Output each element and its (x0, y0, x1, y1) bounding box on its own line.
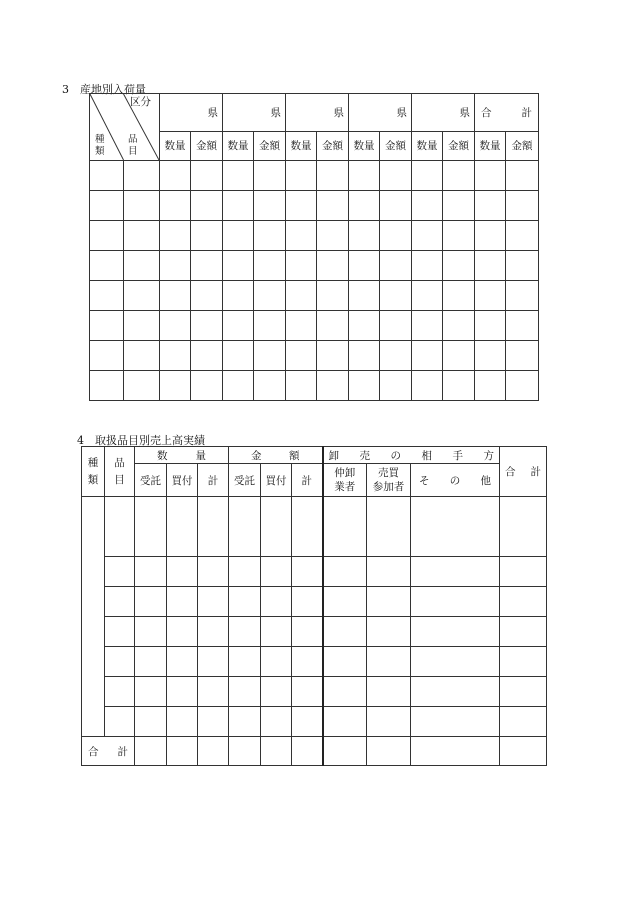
amount-header: 金額 (254, 131, 286, 160)
header-row (82, 464, 547, 497)
baibai-line-2: 参加者 (372, 481, 405, 493)
table-cell (367, 557, 411, 587)
table-cell (475, 251, 506, 281)
qty-header: 数量 (412, 131, 443, 160)
table-cell (167, 617, 198, 647)
table-cell (323, 617, 367, 647)
table-cell (286, 161, 317, 191)
total-col-char-2: 計 (530, 466, 542, 478)
shurui-char-1: 種 (87, 456, 99, 469)
total-row-char-1: 合 (88, 745, 99, 758)
table-cell (411, 737, 500, 766)
table-cell (411, 497, 500, 557)
kei-qty-header: 計 (198, 464, 229, 497)
table-cell (229, 677, 261, 707)
table-cell (286, 311, 317, 341)
table-cell (90, 251, 124, 281)
table-cell (261, 557, 292, 587)
table-cell (124, 161, 160, 191)
table-cell (191, 191, 223, 221)
table-cell (380, 281, 412, 311)
table-cell (229, 647, 261, 677)
table-cell (254, 311, 286, 341)
table-cell (506, 191, 539, 221)
table-cell (475, 281, 506, 311)
table-cell (292, 737, 323, 766)
corner-label-kubun: 区分 (130, 96, 151, 108)
table-cell (254, 281, 286, 311)
table-cell (367, 617, 411, 647)
total-header-char-2: 計 (521, 106, 532, 119)
table-cell (229, 587, 261, 617)
table-cell (135, 707, 167, 737)
table-cell (124, 341, 160, 371)
table-cell (500, 617, 547, 647)
table-cell (223, 281, 254, 311)
table-cell (380, 371, 412, 401)
table-cell (90, 371, 124, 401)
prefecture-header-4: 県 (349, 94, 412, 132)
table-cell (380, 311, 412, 341)
table-cell (286, 191, 317, 221)
kei-amount-header: 計 (292, 464, 323, 497)
table-cell (261, 587, 292, 617)
corner-shurui-char-2: 類 (95, 146, 105, 157)
qty-group-char-1: 数 (157, 449, 168, 462)
table-cell (443, 161, 475, 191)
table-cell (90, 191, 124, 221)
table-cell (229, 707, 261, 737)
table-cell (223, 221, 254, 251)
table-cell (198, 677, 229, 707)
table-cell (160, 311, 191, 341)
total-header (475, 94, 539, 132)
amount-group-header (229, 447, 323, 464)
table-cell (124, 281, 160, 311)
total-col-char-1: 合 (505, 466, 516, 478)
table-cell (198, 587, 229, 617)
table-cell (160, 191, 191, 221)
table-cell (411, 647, 500, 677)
table-cell (223, 251, 254, 281)
table-cell (411, 617, 500, 647)
table-cell (198, 737, 229, 766)
table-cell (160, 221, 191, 251)
table-row (90, 341, 539, 371)
partner-char-3: の (390, 449, 402, 462)
table-cell (261, 497, 292, 557)
table-cell (135, 557, 167, 587)
hinmoku-char-1: 品 (114, 456, 125, 469)
table-cell (500, 587, 547, 617)
table-cell (286, 221, 317, 251)
table-cell (367, 707, 411, 737)
table-cell (105, 647, 135, 677)
table-cell (443, 221, 475, 251)
other-char-1: そ (419, 474, 430, 487)
table-cell (412, 221, 443, 251)
table-cell (323, 497, 367, 557)
table-row (90, 251, 539, 281)
table-row (82, 707, 547, 737)
corner-hinmoku-char-1: 品 (128, 134, 138, 145)
qty-header: 数量 (223, 131, 254, 160)
other-char-2: の (449, 474, 461, 487)
sales-body-rows (82, 497, 547, 766)
baibai-header (367, 464, 411, 497)
qty-group-header (135, 447, 229, 464)
table-cell (223, 161, 254, 191)
table-cell (292, 617, 323, 647)
table-cell (411, 587, 500, 617)
table-cell (124, 251, 160, 281)
table-cell (443, 191, 475, 221)
amount-header: 金額 (443, 131, 475, 160)
table-cell (412, 251, 443, 281)
table-cell (191, 161, 223, 191)
table-row (82, 557, 547, 587)
table-cell (475, 221, 506, 251)
table-cell (500, 737, 547, 766)
total-header-char-1: 合 (481, 106, 492, 119)
table-cell (135, 617, 167, 647)
origin-body-rows (90, 161, 539, 401)
table-cell (286, 281, 317, 311)
hinmoku-char-2: 目 (114, 473, 125, 486)
table-cell (135, 737, 167, 766)
origin-arrivals-table (89, 93, 539, 401)
table-cell (323, 677, 367, 707)
table-cell (167, 557, 198, 587)
table-cell (443, 311, 475, 341)
total-row (82, 737, 547, 766)
table-row (82, 497, 547, 557)
itaku-amount-header: 受託 (229, 464, 261, 497)
table-cell (160, 161, 191, 191)
qty-header: 数量 (160, 131, 191, 160)
table-cell (500, 677, 547, 707)
table-cell (292, 707, 323, 737)
table-cell (90, 221, 124, 251)
table-cell (105, 497, 135, 557)
table-cell (90, 161, 124, 191)
corner-header-cell (90, 94, 160, 161)
table-cell (292, 587, 323, 617)
table-row (82, 587, 547, 617)
table-cell (380, 191, 412, 221)
shurui-header (82, 447, 105, 497)
amount-header: 金額 (191, 131, 223, 160)
table-cell (90, 311, 124, 341)
table-cell (261, 707, 292, 737)
table-cell (380, 341, 412, 371)
table-cell (167, 737, 198, 766)
table-cell (198, 647, 229, 677)
table-cell (500, 647, 547, 677)
table-row (90, 221, 539, 251)
amount-group-char-1: 金 (251, 449, 262, 462)
table-cell (160, 251, 191, 281)
amount-group-char-2: 額 (289, 449, 300, 462)
other-header (411, 464, 500, 497)
table-cell (411, 677, 500, 707)
table-cell (254, 251, 286, 281)
table-cell (167, 677, 198, 707)
table-cell (380, 161, 412, 191)
table-cell (475, 161, 506, 191)
table-cell (167, 647, 198, 677)
table-cell (286, 371, 317, 401)
partner-char-6: 方 (483, 449, 495, 462)
table-cell (506, 281, 539, 311)
table-cell (124, 221, 160, 251)
table-cell (349, 371, 380, 401)
amount-header: 金額 (506, 131, 539, 160)
table-cell (124, 371, 160, 401)
table-cell (105, 707, 135, 737)
table-cell (105, 557, 135, 587)
table-cell (317, 221, 349, 251)
table-cell (323, 647, 367, 677)
sales-by-item-table (81, 446, 547, 766)
corner-label-hinmoku (128, 134, 138, 158)
table-cell (506, 371, 539, 401)
header-row (90, 94, 539, 132)
table-cell (317, 251, 349, 281)
partner-char-2: 売 (359, 449, 371, 462)
table-cell (317, 281, 349, 311)
table-cell (160, 281, 191, 311)
nakaoroshi-line-2: 業者 (334, 481, 356, 493)
table-cell (229, 557, 261, 587)
table-cell (229, 617, 261, 647)
table-cell (475, 371, 506, 401)
table-cell (380, 251, 412, 281)
table-cell (292, 557, 323, 587)
table-cell (367, 587, 411, 617)
table-row (82, 677, 547, 707)
table-cell (261, 677, 292, 707)
table-cell (506, 341, 539, 371)
table-cell (286, 341, 317, 371)
table-cell (223, 341, 254, 371)
table-cell (292, 677, 323, 707)
table-cell (261, 737, 292, 766)
table-cell (191, 341, 223, 371)
table-cell (475, 311, 506, 341)
section4-title: 4 取扱品目別売上高実績 (77, 434, 205, 447)
table-cell (286, 251, 317, 281)
table-cell (191, 281, 223, 311)
table-cell (229, 497, 261, 557)
table-cell (223, 371, 254, 401)
table-cell (323, 737, 367, 766)
total-row-label (82, 737, 135, 766)
table-cell (198, 557, 229, 587)
table-cell (443, 341, 475, 371)
table-row (82, 617, 547, 647)
total-col-header (500, 447, 547, 497)
qty-header: 数量 (349, 131, 380, 160)
table-cell (317, 191, 349, 221)
table-cell (229, 737, 261, 766)
table-cell (367, 497, 411, 557)
table-cell (292, 647, 323, 677)
table-cell (380, 221, 412, 251)
hinmoku-header (105, 447, 135, 497)
table-cell (412, 161, 443, 191)
table-cell (500, 497, 547, 557)
section3-title: 3 産地別入荷量 (62, 83, 146, 96)
table-cell (191, 221, 223, 251)
table-cell (323, 587, 367, 617)
nakaoroshi-line-1: 仲卸 (334, 467, 356, 479)
table-cell (160, 341, 191, 371)
table-cell (412, 341, 443, 371)
partner-char-5: 手 (452, 449, 464, 462)
total-row-char-2: 計 (117, 745, 128, 758)
table-cell (323, 557, 367, 587)
table-cell (254, 371, 286, 401)
table-cell (475, 191, 506, 221)
table-row (82, 647, 547, 677)
table-cell (506, 161, 539, 191)
table-cell (105, 677, 135, 707)
amount-header: 金額 (317, 131, 349, 160)
table-cell (135, 587, 167, 617)
table-cell (135, 497, 167, 557)
corner-shurui-char-1: 種 (95, 134, 105, 145)
table-row (90, 191, 539, 221)
table-cell (124, 191, 160, 221)
itaku-qty-header: 受託 (135, 464, 167, 497)
table-cell (323, 707, 367, 737)
table-cell (254, 341, 286, 371)
prefecture-header-3: 県 (286, 94, 349, 132)
table-cell (367, 647, 411, 677)
table-cell (443, 371, 475, 401)
table-row (90, 371, 539, 401)
table-cell (135, 677, 167, 707)
table-cell (412, 311, 443, 341)
table-cell (191, 371, 223, 401)
table-cell (261, 647, 292, 677)
table-cell (167, 497, 198, 557)
table-cell (167, 707, 198, 737)
header-row (82, 447, 547, 464)
shurui-merged-cell (82, 497, 105, 737)
table-cell (317, 371, 349, 401)
table-cell (191, 251, 223, 281)
table-cell (349, 161, 380, 191)
table-cell (506, 311, 539, 341)
table-cell (254, 191, 286, 221)
table-cell (317, 341, 349, 371)
table-cell (167, 587, 198, 617)
table-cell (411, 707, 500, 737)
table-cell (105, 617, 135, 647)
prefecture-header-1: 県 (160, 94, 223, 132)
qty-header: 数量 (286, 131, 317, 160)
qty-group-char-2: 量 (195, 449, 206, 462)
table-cell (223, 311, 254, 341)
table-cell (90, 341, 124, 371)
table-cell (412, 281, 443, 311)
baibai-line-1: 売買 (378, 467, 400, 479)
table-cell (198, 617, 229, 647)
table-cell (349, 311, 380, 341)
table-cell (412, 191, 443, 221)
table-cell (90, 281, 124, 311)
table-cell (349, 341, 380, 371)
kaitsuke-qty-header: 買付 (167, 464, 198, 497)
table-cell (292, 497, 323, 557)
table-cell (475, 341, 506, 371)
table-cell (317, 311, 349, 341)
table-row (90, 311, 539, 341)
partner-char-1: 卸 (328, 449, 340, 462)
table-cell (160, 371, 191, 401)
prefecture-header-2: 県 (223, 94, 286, 132)
table-cell (198, 707, 229, 737)
partner-group-header (323, 447, 500, 464)
table-cell (223, 191, 254, 221)
kaitsuke-amount-header: 買付 (261, 464, 292, 497)
table-cell (367, 737, 411, 766)
table-cell (411, 557, 500, 587)
qty-header: 数量 (475, 131, 506, 160)
table-cell (191, 311, 223, 341)
table-cell (105, 587, 135, 617)
table-cell (367, 677, 411, 707)
table-cell (506, 251, 539, 281)
table-cell (349, 281, 380, 311)
corner-label-shurui (95, 134, 105, 158)
table-cell (254, 221, 286, 251)
table-cell (443, 251, 475, 281)
table-cell (349, 221, 380, 251)
table-cell (198, 497, 229, 557)
table-cell (506, 221, 539, 251)
table-cell (349, 251, 380, 281)
corner-hinmoku-char-2: 目 (128, 146, 138, 157)
table-cell (135, 647, 167, 677)
other-char-3: 他 (480, 474, 492, 487)
table-row (90, 161, 539, 191)
partner-char-4: 相 (421, 449, 433, 462)
table-cell (349, 191, 380, 221)
table-cell (261, 617, 292, 647)
table-cell (500, 557, 547, 587)
prefecture-header-5: 県 (412, 94, 475, 132)
table-cell (412, 371, 443, 401)
table-cell (124, 311, 160, 341)
table-cell (443, 281, 475, 311)
table-cell (254, 161, 286, 191)
shurui-char-2: 類 (87, 473, 99, 486)
table-row (90, 281, 539, 311)
amount-header: 金額 (380, 131, 412, 160)
table-cell (500, 707, 547, 737)
table-cell (317, 161, 349, 191)
nakaoroshi-header (323, 464, 367, 497)
